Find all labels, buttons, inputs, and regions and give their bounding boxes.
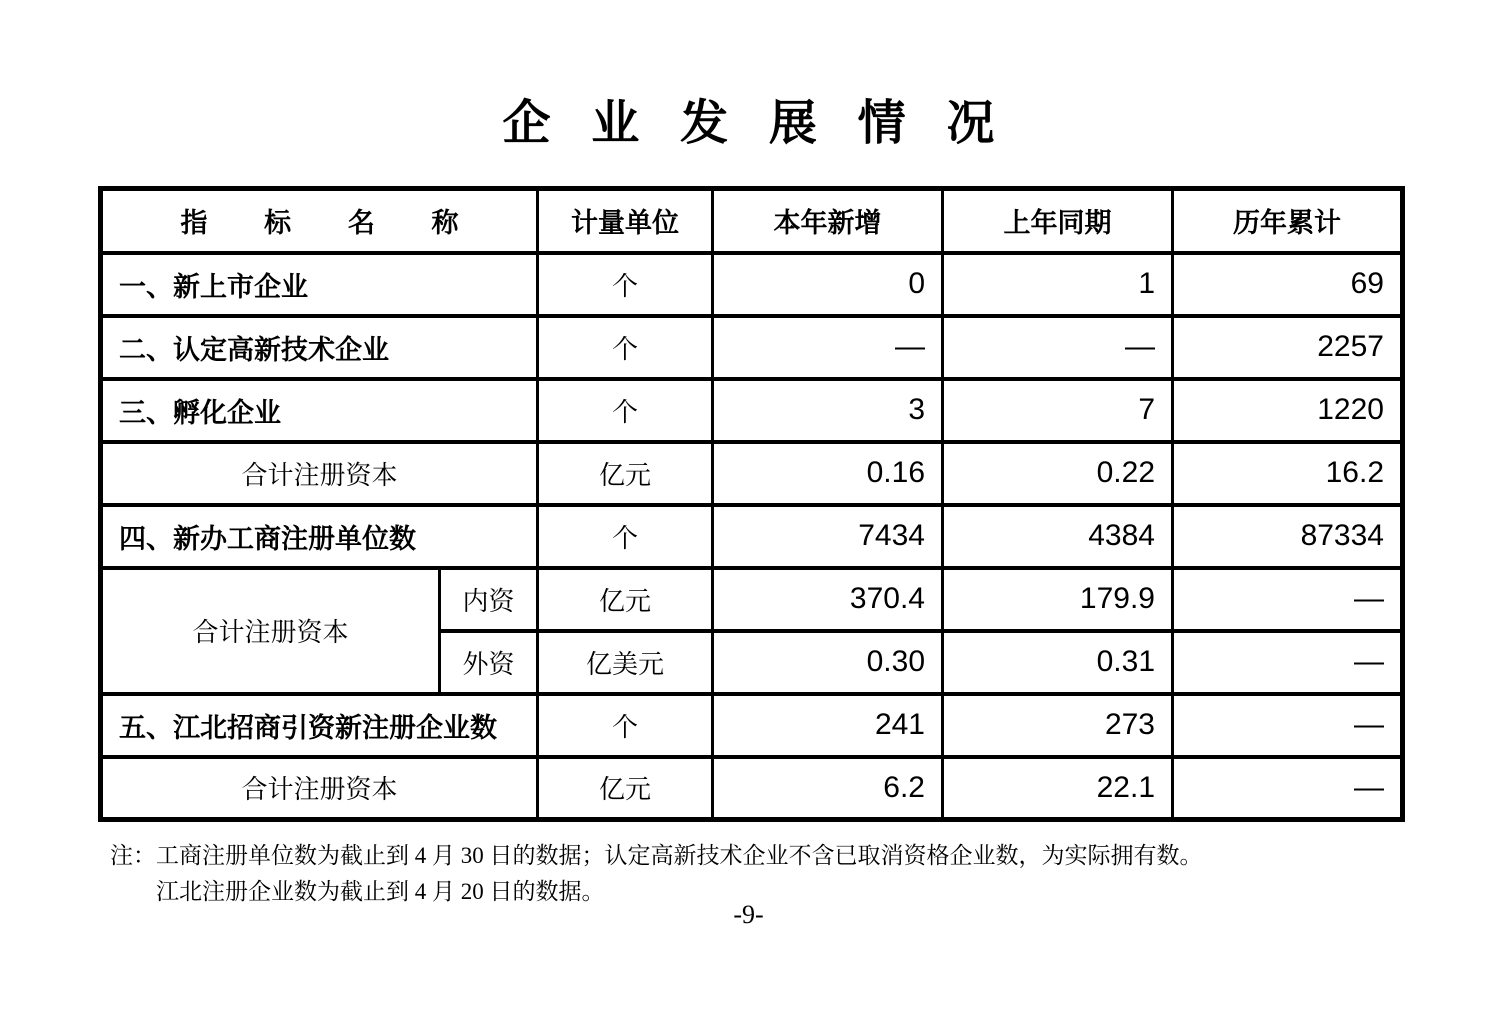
row-previous-value: 0.31	[943, 631, 1173, 694]
row-unit: 个	[538, 505, 713, 568]
row-cumulative-value: 16.2	[1173, 442, 1403, 505]
row-label: 一、新上市企业	[101, 253, 538, 316]
row-label: 五、江北招商引资新注册企业数	[101, 694, 538, 757]
row-cumulative-value: —	[1173, 568, 1403, 631]
row-cumulative-value: —	[1173, 694, 1403, 757]
row-unit: 亿元	[538, 442, 713, 505]
row-previous-value: 22.1	[943, 757, 1173, 820]
header-cumulative: 历年累计	[1173, 189, 1403, 253]
footnote-prefix: 注：	[110, 843, 156, 868]
table-row	[101, 442, 1403, 505]
header-unit: 计量单位	[538, 189, 713, 253]
row-cumulative-value: 2257	[1173, 316, 1403, 379]
row-current-value: 0	[713, 253, 943, 316]
table-row	[101, 505, 1403, 568]
table-row	[101, 316, 1403, 379]
row-previous-value: 7	[943, 379, 1173, 442]
table-row	[101, 757, 1403, 820]
table-row	[101, 694, 1403, 757]
row-previous-value: 179.9	[943, 568, 1173, 631]
row-cumulative-value: —	[1173, 631, 1403, 694]
row-cumulative-value: 69	[1173, 253, 1403, 316]
footnote-line-2: 江北注册企业数为截止到 4 月 20 日的数据。	[156, 879, 605, 904]
row-cumulative-value: —	[1173, 757, 1403, 820]
footnote-line-1	[110, 838, 1400, 874]
footnote-text-1: 工商注册单位数为截止到 4 月 30 日的数据；认定高新技术企业不含已取消资格企业数，为实际拥有数。	[156, 843, 1203, 868]
row-current-value: 241	[713, 694, 943, 757]
row-label: 合计注册资本	[101, 568, 440, 694]
row-sublabel: 外资	[440, 631, 538, 694]
row-label: 三、孵化企业	[101, 379, 538, 442]
header-current-year: 本年新增	[713, 189, 943, 253]
row-previous-value: 273	[943, 694, 1173, 757]
row-unit: 亿元	[538, 568, 713, 631]
row-current-value: 0.30	[713, 631, 943, 694]
row-label: 四、新办工商注册单位数	[101, 505, 538, 568]
row-cumulative-value: 1220	[1173, 379, 1403, 442]
header-indicator-name: 指标名称	[101, 189, 538, 253]
row-unit: 个	[538, 694, 713, 757]
row-current-value: —	[713, 316, 943, 379]
row-current-value: 3	[713, 379, 943, 442]
page-number: -9-	[733, 900, 764, 929]
row-previous-value: 0.22	[943, 442, 1173, 505]
table-row	[101, 568, 1403, 631]
row-unit: 亿元	[538, 757, 713, 820]
row-label: 合计注册资本	[101, 442, 538, 505]
table-header-row	[101, 189, 1403, 253]
table-row	[101, 253, 1403, 316]
page-title: 企业发展情况	[502, 97, 1036, 150]
row-label: 二、认定高新技术企业	[101, 316, 538, 379]
row-label: 合计注册资本	[101, 757, 538, 820]
header-previous-year: 上年同期	[943, 189, 1173, 253]
row-unit: 个	[538, 316, 713, 379]
row-unit: 亿美元	[538, 631, 713, 694]
row-unit: 个	[538, 253, 713, 316]
row-current-value: 370.4	[713, 568, 943, 631]
row-current-value: 7434	[713, 505, 943, 568]
row-previous-value: 4384	[943, 505, 1173, 568]
row-current-value: 6.2	[713, 757, 943, 820]
enterprise-development-table	[98, 186, 1405, 822]
row-current-value: 0.16	[713, 442, 943, 505]
row-cumulative-value: 87334	[1173, 505, 1403, 568]
row-previous-value: —	[943, 316, 1173, 379]
table-row	[101, 379, 1403, 442]
row-previous-value: 1	[943, 253, 1173, 316]
row-unit: 个	[538, 379, 713, 442]
row-sublabel: 内资	[440, 568, 538, 631]
